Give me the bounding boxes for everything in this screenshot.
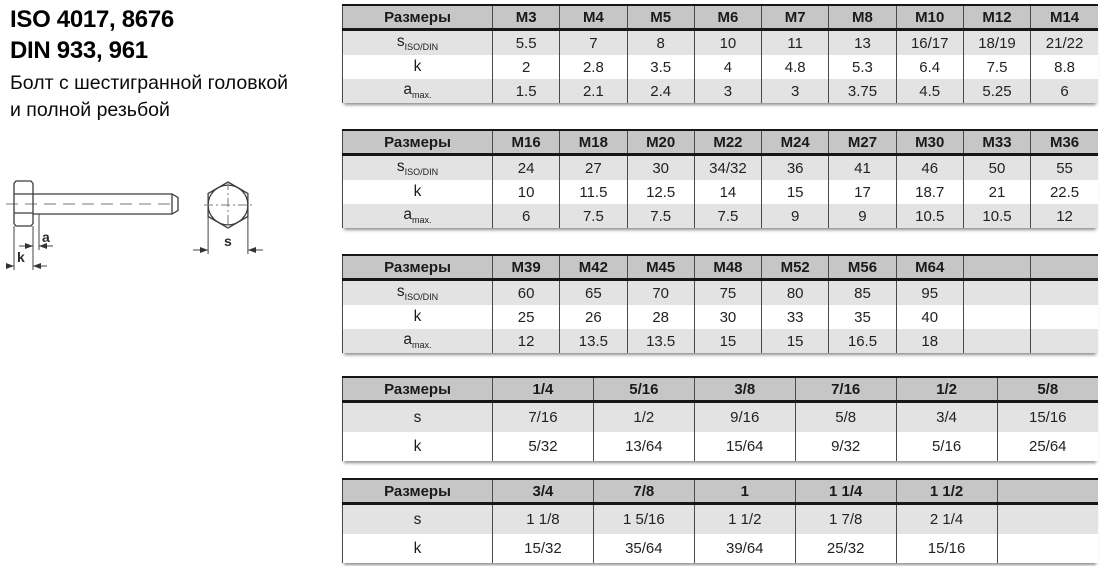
value-cell: 2.1 bbox=[560, 79, 627, 103]
size-column-header: 5/8 bbox=[997, 377, 1098, 402]
size-column-header: 1 1/2 bbox=[896, 479, 997, 504]
size-column-header: M22 bbox=[694, 130, 761, 155]
size-column-header: M56 bbox=[829, 255, 896, 280]
table-corner-label: Размеры bbox=[343, 479, 493, 504]
dimension-table bbox=[342, 478, 1098, 563]
value-cell: 13/64 bbox=[593, 432, 694, 461]
table-corner-label: Размеры bbox=[343, 130, 493, 155]
value-cell: 25 bbox=[493, 305, 560, 329]
value-cell: 21 bbox=[963, 180, 1030, 204]
table-row bbox=[343, 329, 1099, 353]
table-corner-label: Размеры bbox=[343, 255, 493, 280]
value-cell: 15 bbox=[762, 180, 829, 204]
value-cell: 5.5 bbox=[493, 30, 560, 56]
size-column-header: M3 bbox=[493, 5, 560, 30]
value-cell: 26 bbox=[560, 305, 627, 329]
row-label: s bbox=[343, 402, 493, 433]
size-column-header: M33 bbox=[963, 130, 1030, 155]
value-cell: 1/2 bbox=[593, 402, 694, 433]
value-cell: 1 1/8 bbox=[493, 504, 594, 535]
dimension-table bbox=[342, 129, 1098, 228]
table-corner-label: Размеры bbox=[343, 5, 493, 30]
value-cell bbox=[963, 280, 1030, 306]
value-cell: 36 bbox=[762, 155, 829, 181]
value-cell: 6.4 bbox=[896, 55, 963, 79]
row-label: k bbox=[343, 534, 493, 563]
product-name-line2: и полной резьбой bbox=[10, 99, 170, 121]
size-column-header: M48 bbox=[694, 255, 761, 280]
value-cell: 1.5 bbox=[493, 79, 560, 103]
metric-table-m39-m64 bbox=[342, 254, 1098, 353]
value-cell: 7.5 bbox=[963, 55, 1030, 79]
value-cell: 7.5 bbox=[560, 204, 627, 228]
value-cell: 35 bbox=[829, 305, 896, 329]
value-cell: 9/16 bbox=[694, 402, 795, 433]
value-cell: 25/32 bbox=[795, 534, 896, 563]
value-cell: 7.5 bbox=[694, 204, 761, 228]
value-cell: 13.5 bbox=[560, 329, 627, 353]
value-cell: 12 bbox=[1031, 204, 1098, 228]
table-row bbox=[343, 79, 1099, 103]
value-cell: 1 5/16 bbox=[593, 504, 694, 535]
value-cell: 30 bbox=[627, 155, 694, 181]
size-column-header: 3/8 bbox=[694, 377, 795, 402]
value-cell bbox=[1031, 305, 1098, 329]
size-column-header bbox=[1031, 255, 1098, 280]
row-label: $a_{max.}$ bbox=[343, 79, 493, 103]
value-cell bbox=[963, 305, 1030, 329]
size-column-header: M5 bbox=[627, 5, 694, 30]
dim-label-s: s bbox=[224, 233, 232, 249]
size-column-header: M36 bbox=[1031, 130, 1098, 155]
value-cell: 10 bbox=[493, 180, 560, 204]
size-column-header: M24 bbox=[762, 130, 829, 155]
value-cell: 75 bbox=[694, 280, 761, 306]
value-cell: 6 bbox=[1031, 79, 1098, 103]
table-row bbox=[343, 204, 1099, 228]
value-cell: 10.5 bbox=[896, 204, 963, 228]
value-cell: 50 bbox=[963, 155, 1030, 181]
value-cell: 4 bbox=[694, 55, 761, 79]
value-cell: 2 1/4 bbox=[896, 504, 997, 535]
value-cell: 5.25 bbox=[963, 79, 1030, 103]
value-cell: 30 bbox=[694, 305, 761, 329]
value-cell: 33 bbox=[762, 305, 829, 329]
din-standard-title: DIN 933, 961 bbox=[10, 37, 148, 64]
size-column-header bbox=[963, 255, 1030, 280]
value-cell: 55 bbox=[1031, 155, 1098, 181]
imperial-table-small bbox=[342, 376, 1098, 461]
value-cell: 34/32 bbox=[694, 155, 761, 181]
value-cell: 15/16 bbox=[896, 534, 997, 563]
value-cell: 5/32 bbox=[493, 432, 594, 461]
value-cell: 18 bbox=[896, 329, 963, 353]
value-cell: 1 7/8 bbox=[795, 504, 896, 535]
iso-standard-title: ISO 4017, 8676 bbox=[10, 6, 174, 33]
value-cell: 12.5 bbox=[627, 180, 694, 204]
value-cell: 65 bbox=[560, 280, 627, 306]
value-cell bbox=[963, 329, 1030, 353]
table-row bbox=[343, 30, 1099, 56]
value-cell: 18.7 bbox=[896, 180, 963, 204]
size-column-header: M39 bbox=[493, 255, 560, 280]
row-label: k bbox=[343, 180, 493, 204]
value-cell: 9 bbox=[829, 204, 896, 228]
table-row bbox=[343, 155, 1099, 181]
value-cell: 11 bbox=[762, 30, 829, 56]
size-column-header: 7/16 bbox=[795, 377, 896, 402]
value-cell: 4.5 bbox=[896, 79, 963, 103]
table-row bbox=[343, 305, 1099, 329]
dim-label-a: a bbox=[42, 229, 50, 245]
value-cell: 17 bbox=[829, 180, 896, 204]
value-cell: 16.5 bbox=[829, 329, 896, 353]
value-cell: 15 bbox=[694, 329, 761, 353]
value-cell: 22.5 bbox=[1031, 180, 1098, 204]
size-column-header: M64 bbox=[896, 255, 963, 280]
value-cell: 7/16 bbox=[493, 402, 594, 433]
size-column-header: 1/2 bbox=[896, 377, 997, 402]
value-cell: 9/32 bbox=[795, 432, 896, 461]
row-label: $s_{ISO/DIN}$ bbox=[343, 30, 493, 56]
value-cell: 60 bbox=[493, 280, 560, 306]
value-cell: 1 1/2 bbox=[694, 504, 795, 535]
size-column-header: M12 bbox=[963, 5, 1030, 30]
row-label: s bbox=[343, 504, 493, 535]
row-label: k bbox=[343, 305, 493, 329]
value-cell bbox=[1031, 329, 1098, 353]
table-row bbox=[343, 432, 1099, 461]
size-column-header: M6 bbox=[694, 5, 761, 30]
value-cell: 10 bbox=[694, 30, 761, 56]
value-cell: 13.5 bbox=[627, 329, 694, 353]
value-cell: 14 bbox=[694, 180, 761, 204]
value-cell: 27 bbox=[560, 155, 627, 181]
size-column-header: M42 bbox=[560, 255, 627, 280]
value-cell: 28 bbox=[627, 305, 694, 329]
value-cell: 80 bbox=[762, 280, 829, 306]
size-column-header: 5/16 bbox=[593, 377, 694, 402]
size-column-header: 1/4 bbox=[493, 377, 594, 402]
value-cell: 3 bbox=[694, 79, 761, 103]
size-column-header: M30 bbox=[896, 130, 963, 155]
value-cell: 41 bbox=[829, 155, 896, 181]
size-column-header: M27 bbox=[829, 130, 896, 155]
value-cell: 15 bbox=[762, 329, 829, 353]
table-row bbox=[343, 280, 1099, 306]
size-column-header: M10 bbox=[896, 5, 963, 30]
value-cell: 8 bbox=[627, 30, 694, 56]
value-cell: 8.8 bbox=[1031, 55, 1098, 79]
row-label: $a_{max.}$ bbox=[343, 329, 493, 353]
value-cell: 9 bbox=[762, 204, 829, 228]
value-cell: 5/16 bbox=[896, 432, 997, 461]
size-column-header: M14 bbox=[1031, 5, 1098, 30]
size-column-header bbox=[997, 479, 1098, 504]
row-label: k bbox=[343, 55, 493, 79]
row-label: $a_{max.}$ bbox=[343, 204, 493, 228]
value-cell: 70 bbox=[627, 280, 694, 306]
size-column-header: M7 bbox=[762, 5, 829, 30]
size-column-header: 3/4 bbox=[493, 479, 594, 504]
value-cell: 39/64 bbox=[694, 534, 795, 563]
value-cell: 2 bbox=[493, 55, 560, 79]
product-name-line1: Болт с шестигранной головкой bbox=[10, 72, 289, 94]
value-cell: 21/22 bbox=[1031, 30, 1098, 56]
value-cell: 10.5 bbox=[963, 204, 1030, 228]
value-cell: 3.5 bbox=[627, 55, 694, 79]
table-row bbox=[343, 402, 1099, 433]
value-cell: 4.8 bbox=[762, 55, 829, 79]
value-cell bbox=[997, 534, 1098, 563]
value-cell: 40 bbox=[896, 305, 963, 329]
size-column-header: M18 bbox=[560, 130, 627, 155]
value-cell: 46 bbox=[896, 155, 963, 181]
value-cell: 12 bbox=[493, 329, 560, 353]
value-cell: 25/64 bbox=[997, 432, 1098, 461]
value-cell: 7.5 bbox=[627, 204, 694, 228]
value-cell: 11.5 bbox=[560, 180, 627, 204]
value-cell: 15/64 bbox=[694, 432, 795, 461]
size-column-header: 7/8 bbox=[593, 479, 694, 504]
value-cell: 7 bbox=[560, 30, 627, 56]
dimension-table bbox=[342, 254, 1098, 353]
value-cell: 3 bbox=[762, 79, 829, 103]
table-row bbox=[343, 55, 1099, 79]
size-column-header: 1 1/4 bbox=[795, 479, 896, 504]
value-cell: 35/64 bbox=[593, 534, 694, 563]
row-label: $s_{ISO/DIN}$ bbox=[343, 280, 493, 306]
value-cell: 2.8 bbox=[560, 55, 627, 79]
table-row bbox=[343, 180, 1099, 204]
size-column-header: M8 bbox=[829, 5, 896, 30]
value-cell: 13 bbox=[829, 30, 896, 56]
metric-table-m3-m14 bbox=[342, 4, 1098, 103]
size-column-header: M45 bbox=[627, 255, 694, 280]
value-cell: 2.4 bbox=[627, 79, 694, 103]
value-cell: 95 bbox=[896, 280, 963, 306]
value-cell: 18/19 bbox=[963, 30, 1030, 56]
size-column-header: M4 bbox=[560, 5, 627, 30]
size-column-header: 1 bbox=[694, 479, 795, 504]
value-cell: 3/4 bbox=[896, 402, 997, 433]
value-cell: 6 bbox=[493, 204, 560, 228]
dimension-table bbox=[342, 376, 1098, 461]
imperial-table-large bbox=[342, 478, 1098, 563]
value-cell: 15/32 bbox=[493, 534, 594, 563]
value-cell: 16/17 bbox=[896, 30, 963, 56]
value-cell: 15/16 bbox=[997, 402, 1098, 433]
table-row bbox=[343, 504, 1099, 535]
dim-label-k: k bbox=[17, 249, 25, 265]
table-row bbox=[343, 534, 1099, 563]
value-cell: 5/8 bbox=[795, 402, 896, 433]
row-label: $s_{ISO/DIN}$ bbox=[343, 155, 493, 181]
table-corner-label: Размеры bbox=[343, 377, 493, 402]
size-column-header: M20 bbox=[627, 130, 694, 155]
dimension-table bbox=[342, 4, 1098, 103]
size-column-header: M16 bbox=[493, 130, 560, 155]
metric-table-m16-m36 bbox=[342, 129, 1098, 228]
row-label: k bbox=[343, 432, 493, 461]
value-cell: 3.75 bbox=[829, 79, 896, 103]
value-cell: 24 bbox=[493, 155, 560, 181]
value-cell bbox=[997, 504, 1098, 535]
value-cell: 5.3 bbox=[829, 55, 896, 79]
value-cell: 85 bbox=[829, 280, 896, 306]
value-cell bbox=[1031, 280, 1098, 306]
size-column-header: M52 bbox=[762, 255, 829, 280]
